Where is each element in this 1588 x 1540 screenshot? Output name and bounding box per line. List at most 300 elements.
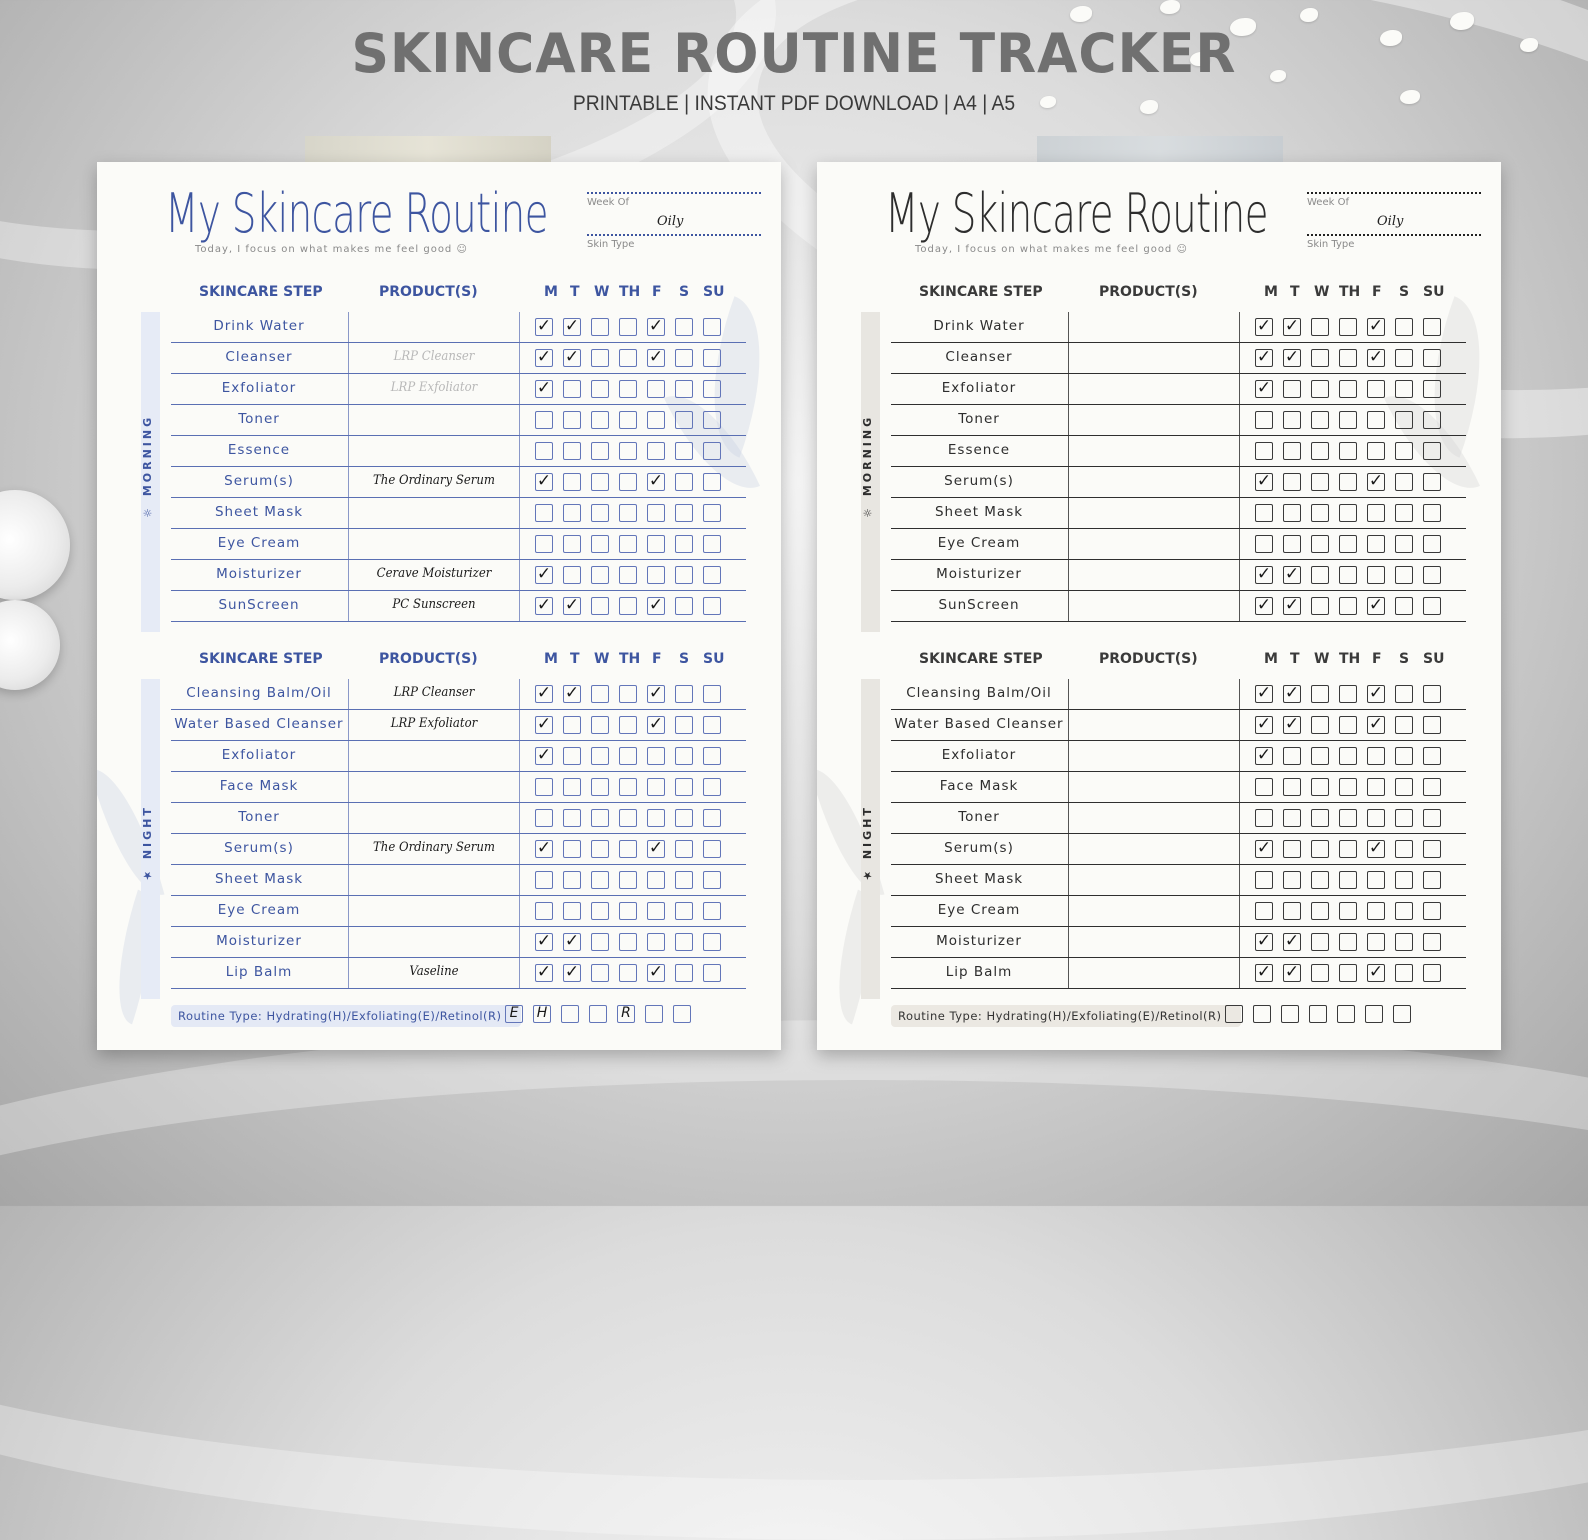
day-checkbox[interactable] [591,778,609,796]
routine-type-box[interactable] [1225,1005,1243,1023]
day-checkbox[interactable] [647,411,665,429]
day-checkbox[interactable] [647,442,665,460]
day-checkbox[interactable] [619,473,637,491]
day-checkbox[interactable] [1255,809,1273,827]
product-cell[interactable]: PC Sunscreen [392,597,476,612]
day-checkbox[interactable]: ✓ [564,316,580,336]
day-checkbox[interactable] [675,597,693,615]
day-checkbox[interactable] [591,442,609,460]
day-checkbox[interactable]: ✓ [1256,745,1272,765]
day-checkbox[interactable] [1395,566,1413,584]
day-checkbox[interactable] [619,535,637,553]
day-checkbox[interactable]: ✓ [1256,714,1272,734]
day-checkbox[interactable] [703,809,721,827]
day-checkbox[interactable] [1367,442,1385,460]
day-checkbox[interactable] [1311,411,1329,429]
day-checkbox[interactable] [1339,504,1357,522]
day-checkbox[interactable]: ✓ [1368,962,1384,982]
day-checkbox[interactable] [1423,318,1441,336]
day-checkbox[interactable] [675,747,693,765]
day-checkbox[interactable] [1367,535,1385,553]
day-checkbox[interactable] [1395,318,1413,336]
product-cell[interactable]: LRP Cleanser [393,349,475,364]
day-checkbox[interactable] [1423,809,1441,827]
day-checkbox[interactable]: ✓ [648,471,664,491]
day-checkbox[interactable] [675,685,693,703]
day-checkbox[interactable] [1311,933,1329,951]
day-checkbox[interactable] [703,566,721,584]
day-checkbox[interactable] [1311,318,1329,336]
skin-type-field[interactable] [587,214,761,250]
routine-type-box[interactable] [673,1005,691,1023]
day-checkbox[interactable] [1339,871,1357,889]
day-checkbox[interactable] [1423,566,1441,584]
day-checkbox[interactable]: ✓ [1284,683,1300,703]
day-checkbox[interactable] [1395,597,1413,615]
day-checkbox[interactable] [1423,933,1441,951]
day-checkbox[interactable] [1339,535,1357,553]
day-checkbox[interactable] [647,747,665,765]
day-checkbox[interactable]: ✓ [1284,931,1300,951]
day-checkbox[interactable]: ✓ [536,931,552,951]
day-checkbox[interactable] [1283,840,1301,858]
day-checkbox[interactable] [535,778,553,796]
day-checkbox[interactable] [1255,778,1273,796]
day-checkbox[interactable] [1283,504,1301,522]
day-checkbox[interactable] [675,535,693,553]
day-checkbox[interactable] [1367,504,1385,522]
day-checkbox[interactable] [619,349,637,367]
day-checkbox[interactable] [1339,716,1357,734]
day-checkbox[interactable] [1339,380,1357,398]
day-checkbox[interactable] [647,778,665,796]
day-checkbox[interactable] [563,535,581,553]
day-checkbox[interactable] [1423,902,1441,920]
product-cell[interactable]: LRP Cleanser [393,685,475,700]
day-checkbox[interactable] [703,933,721,951]
week-of-field[interactable] [587,192,761,208]
routine-type-box[interactable]: R [617,1005,635,1023]
day-checkbox[interactable] [1339,902,1357,920]
day-checkbox[interactable] [619,809,637,827]
day-checkbox[interactable] [1311,840,1329,858]
day-checkbox[interactable]: ✓ [1256,595,1272,615]
routine-type-box[interactable] [1337,1005,1355,1023]
day-checkbox[interactable] [535,871,553,889]
day-checkbox[interactable] [591,349,609,367]
day-checkbox[interactable] [1339,778,1357,796]
product-cell[interactable]: LRP Exfoliator [390,716,478,731]
day-checkbox[interactable] [1395,747,1413,765]
day-checkbox[interactable] [675,318,693,336]
day-checkbox[interactable] [535,535,553,553]
day-checkbox[interactable] [1395,778,1413,796]
day-checkbox[interactable] [1423,380,1441,398]
day-checkbox[interactable] [647,902,665,920]
day-checkbox[interactable]: ✓ [648,714,664,734]
day-checkbox[interactable] [703,840,721,858]
day-checkbox[interactable]: ✓ [1284,347,1300,367]
day-checkbox[interactable] [1367,778,1385,796]
day-checkbox[interactable]: ✓ [1368,471,1384,491]
day-checkbox[interactable] [1367,809,1385,827]
day-checkbox[interactable] [1395,902,1413,920]
day-checkbox[interactable] [675,902,693,920]
day-checkbox[interactable]: ✓ [1368,595,1384,615]
day-checkbox[interactable] [1339,473,1357,491]
day-checkbox[interactable] [1367,902,1385,920]
day-checkbox[interactable] [1423,473,1441,491]
day-checkbox[interactable]: ✓ [536,595,552,615]
product-cell[interactable]: The Ordinary Serum [372,473,496,488]
day-checkbox[interactable] [1367,871,1385,889]
day-checkbox[interactable] [703,747,721,765]
day-checkbox[interactable] [1367,380,1385,398]
day-checkbox[interactable]: ✓ [536,714,552,734]
day-checkbox[interactable] [1367,747,1385,765]
day-checkbox[interactable] [1395,504,1413,522]
day-checkbox[interactable]: ✓ [536,683,552,703]
day-checkbox[interactable] [1367,411,1385,429]
day-checkbox[interactable]: ✓ [1256,316,1272,336]
day-checkbox[interactable] [563,442,581,460]
day-checkbox[interactable] [1423,840,1441,858]
day-checkbox[interactable]: ✓ [536,962,552,982]
day-checkbox[interactable] [619,964,637,982]
day-checkbox[interactable] [563,902,581,920]
day-checkbox[interactable] [675,349,693,367]
day-checkbox[interactable] [563,411,581,429]
day-checkbox[interactable] [675,380,693,398]
day-checkbox[interactable] [647,871,665,889]
day-checkbox[interactable] [1311,442,1329,460]
day-checkbox[interactable] [591,933,609,951]
day-checkbox[interactable]: ✓ [1256,564,1272,584]
day-checkbox[interactable] [1395,716,1413,734]
day-checkbox[interactable] [1423,871,1441,889]
day-checkbox[interactable] [535,504,553,522]
day-checkbox[interactable] [619,716,637,734]
day-checkbox[interactable] [703,380,721,398]
day-checkbox[interactable] [1283,473,1301,491]
day-checkbox[interactable] [563,504,581,522]
day-checkbox[interactable] [647,809,665,827]
day-checkbox[interactable] [1339,411,1357,429]
day-checkbox[interactable]: ✓ [1284,595,1300,615]
day-checkbox[interactable] [591,504,609,522]
day-checkbox[interactable] [703,349,721,367]
day-checkbox[interactable] [563,380,581,398]
day-checkbox[interactable] [1395,964,1413,982]
day-checkbox[interactable] [591,964,609,982]
day-checkbox[interactable] [1423,442,1441,460]
day-checkbox[interactable] [563,809,581,827]
day-checkbox[interactable]: ✓ [648,316,664,336]
day-checkbox[interactable] [1283,902,1301,920]
day-checkbox[interactable]: ✓ [1256,471,1272,491]
day-checkbox[interactable] [675,933,693,951]
day-checkbox[interactable] [1311,566,1329,584]
day-checkbox[interactable] [619,747,637,765]
day-checkbox[interactable] [1283,411,1301,429]
day-checkbox[interactable]: ✓ [1284,962,1300,982]
day-checkbox[interactable] [1423,778,1441,796]
day-checkbox[interactable] [563,840,581,858]
day-checkbox[interactable] [1311,716,1329,734]
day-checkbox[interactable] [535,902,553,920]
day-checkbox[interactable] [1255,871,1273,889]
day-checkbox[interactable] [1395,411,1413,429]
day-checkbox[interactable] [619,442,637,460]
day-checkbox[interactable] [1339,566,1357,584]
day-checkbox[interactable] [703,964,721,982]
day-checkbox[interactable] [563,871,581,889]
day-checkbox[interactable] [591,685,609,703]
day-checkbox[interactable] [1255,411,1273,429]
day-checkbox[interactable] [1311,504,1329,522]
day-checkbox[interactable] [619,871,637,889]
day-checkbox[interactable]: ✓ [536,838,552,858]
day-checkbox[interactable] [591,597,609,615]
day-checkbox[interactable]: ✓ [1256,838,1272,858]
product-cell[interactable]: The Ordinary Serum [372,840,496,855]
day-checkbox[interactable] [703,442,721,460]
day-checkbox[interactable] [1395,840,1413,858]
day-checkbox[interactable] [1339,597,1357,615]
product-cell[interactable]: LRP Exfoliator [390,380,478,395]
day-checkbox[interactable] [1283,442,1301,460]
day-checkbox[interactable] [675,964,693,982]
day-checkbox[interactable]: ✓ [1368,838,1384,858]
day-checkbox[interactable] [675,566,693,584]
day-checkbox[interactable]: ✓ [564,683,580,703]
day-checkbox[interactable] [1423,747,1441,765]
day-checkbox[interactable]: ✓ [564,347,580,367]
day-checkbox[interactable] [619,933,637,951]
day-checkbox[interactable] [535,442,553,460]
day-checkbox[interactable] [1395,349,1413,367]
day-checkbox[interactable]: ✓ [1256,347,1272,367]
day-checkbox[interactable] [1283,747,1301,765]
day-checkbox[interactable] [675,442,693,460]
day-checkbox[interactable] [535,809,553,827]
day-checkbox[interactable] [591,809,609,827]
day-checkbox[interactable]: ✓ [536,378,552,398]
day-checkbox[interactable] [1339,442,1357,460]
day-checkbox[interactable] [1395,685,1413,703]
day-checkbox[interactable] [1255,504,1273,522]
week-of-field[interactable] [1307,192,1481,208]
day-checkbox[interactable] [1395,933,1413,951]
day-checkbox[interactable] [1395,809,1413,827]
day-checkbox[interactable] [591,318,609,336]
routine-type-box[interactable] [561,1005,579,1023]
day-checkbox[interactable] [647,535,665,553]
day-checkbox[interactable] [703,535,721,553]
day-checkbox[interactable] [619,840,637,858]
day-checkbox[interactable]: ✓ [648,838,664,858]
day-checkbox[interactable] [703,716,721,734]
day-checkbox[interactable] [1423,504,1441,522]
day-checkbox[interactable] [647,933,665,951]
day-checkbox[interactable] [675,809,693,827]
day-checkbox[interactable] [1311,964,1329,982]
day-checkbox[interactable] [703,504,721,522]
day-checkbox[interactable]: ✓ [536,347,552,367]
day-checkbox[interactable] [535,411,553,429]
day-checkbox[interactable] [619,902,637,920]
day-checkbox[interactable] [619,504,637,522]
routine-type-box[interactable] [1281,1005,1299,1023]
day-checkbox[interactable] [1339,349,1357,367]
day-checkbox[interactable]: ✓ [1284,316,1300,336]
day-checkbox[interactable] [1283,778,1301,796]
day-checkbox[interactable]: ✓ [564,962,580,982]
day-checkbox[interactable] [703,685,721,703]
day-checkbox[interactable] [591,747,609,765]
day-checkbox[interactable] [1423,349,1441,367]
day-checkbox[interactable] [1283,535,1301,553]
day-checkbox[interactable]: ✓ [1256,378,1272,398]
day-checkbox[interactable] [1339,964,1357,982]
day-checkbox[interactable] [1367,566,1385,584]
routine-type-box[interactable] [645,1005,663,1023]
routine-type-box[interactable] [1393,1005,1411,1023]
day-checkbox[interactable] [1395,442,1413,460]
day-checkbox[interactable] [675,840,693,858]
day-checkbox[interactable] [1283,871,1301,889]
day-checkbox[interactable] [703,318,721,336]
day-checkbox[interactable] [1311,349,1329,367]
day-checkbox[interactable]: ✓ [1368,683,1384,703]
routine-type-box[interactable] [589,1005,607,1023]
day-checkbox[interactable] [675,716,693,734]
day-checkbox[interactable] [619,685,637,703]
day-checkbox[interactable] [1311,747,1329,765]
day-checkbox[interactable] [647,566,665,584]
day-checkbox[interactable] [675,504,693,522]
day-checkbox[interactable] [591,902,609,920]
day-checkbox[interactable] [591,411,609,429]
product-cell[interactable]: Vaseline [409,964,459,979]
day-checkbox[interactable] [1423,535,1441,553]
day-checkbox[interactable] [1339,933,1357,951]
day-checkbox[interactable] [703,473,721,491]
day-checkbox[interactable] [1311,809,1329,827]
day-checkbox[interactable] [1339,747,1357,765]
day-checkbox[interactable] [1339,685,1357,703]
day-checkbox[interactable] [563,778,581,796]
day-checkbox[interactable] [675,778,693,796]
day-checkbox[interactable] [1395,473,1413,491]
day-checkbox[interactable]: ✓ [648,595,664,615]
day-checkbox[interactable] [703,871,721,889]
day-checkbox[interactable] [591,473,609,491]
day-checkbox[interactable] [563,716,581,734]
day-checkbox[interactable]: ✓ [1256,683,1272,703]
day-checkbox[interactable]: ✓ [1368,316,1384,336]
day-checkbox[interactable] [619,566,637,584]
routine-type-box[interactable]: E [505,1005,523,1023]
day-checkbox[interactable] [1395,871,1413,889]
day-checkbox[interactable] [675,871,693,889]
day-checkbox[interactable] [1423,597,1441,615]
day-checkbox[interactable] [703,597,721,615]
routine-type-box[interactable] [1309,1005,1327,1023]
day-checkbox[interactable] [1423,964,1441,982]
day-checkbox[interactable]: ✓ [648,683,664,703]
day-checkbox[interactable] [591,380,609,398]
day-checkbox[interactable] [647,504,665,522]
day-checkbox[interactable] [591,840,609,858]
day-checkbox[interactable]: ✓ [1284,714,1300,734]
day-checkbox[interactable] [563,473,581,491]
day-checkbox[interactable]: ✓ [648,962,664,982]
day-checkbox[interactable] [619,597,637,615]
day-checkbox[interactable] [619,778,637,796]
day-checkbox[interactable]: ✓ [1368,714,1384,734]
day-checkbox[interactable] [1423,411,1441,429]
day-checkbox[interactable]: ✓ [648,347,664,367]
day-checkbox[interactable] [591,566,609,584]
day-checkbox[interactable]: ✓ [536,316,552,336]
day-checkbox[interactable] [1311,871,1329,889]
day-checkbox[interactable] [1311,902,1329,920]
day-checkbox[interactable] [1255,442,1273,460]
day-checkbox[interactable] [1339,809,1357,827]
day-checkbox[interactable] [619,318,637,336]
day-checkbox[interactable] [563,566,581,584]
product-cell[interactable]: Cerave Moisturizer [376,566,492,581]
day-checkbox[interactable] [1423,716,1441,734]
day-checkbox[interactable] [1311,380,1329,398]
day-checkbox[interactable] [563,747,581,765]
day-checkbox[interactable]: ✓ [1256,931,1272,951]
day-checkbox[interactable] [1311,473,1329,491]
skin-type-field[interactable] [1307,214,1481,250]
day-checkbox[interactable]: ✓ [1368,347,1384,367]
day-checkbox[interactable] [1311,597,1329,615]
day-checkbox[interactable] [1423,685,1441,703]
day-checkbox[interactable]: ✓ [536,745,552,765]
day-checkbox[interactable] [1283,809,1301,827]
day-checkbox[interactable]: ✓ [536,564,552,584]
day-checkbox[interactable] [1283,380,1301,398]
routine-type-box[interactable] [1365,1005,1383,1023]
day-checkbox[interactable] [703,778,721,796]
day-checkbox[interactable] [1311,535,1329,553]
day-checkbox[interactable] [619,380,637,398]
day-checkbox[interactable] [675,473,693,491]
day-checkbox[interactable] [591,716,609,734]
day-checkbox[interactable] [1255,902,1273,920]
day-checkbox[interactable] [1339,840,1357,858]
day-checkbox[interactable] [1367,933,1385,951]
day-checkbox[interactable]: ✓ [564,931,580,951]
day-checkbox[interactable] [591,871,609,889]
day-checkbox[interactable]: ✓ [1284,564,1300,584]
day-checkbox[interactable] [619,411,637,429]
day-checkbox[interactable]: ✓ [1256,962,1272,982]
day-checkbox[interactable] [591,535,609,553]
day-checkbox[interactable]: ✓ [564,595,580,615]
day-checkbox[interactable] [675,411,693,429]
day-checkbox[interactable] [703,902,721,920]
routine-type-box[interactable]: H [533,1005,551,1023]
day-checkbox[interactable] [1395,380,1413,398]
day-checkbox[interactable] [1311,778,1329,796]
day-checkbox[interactable] [647,380,665,398]
